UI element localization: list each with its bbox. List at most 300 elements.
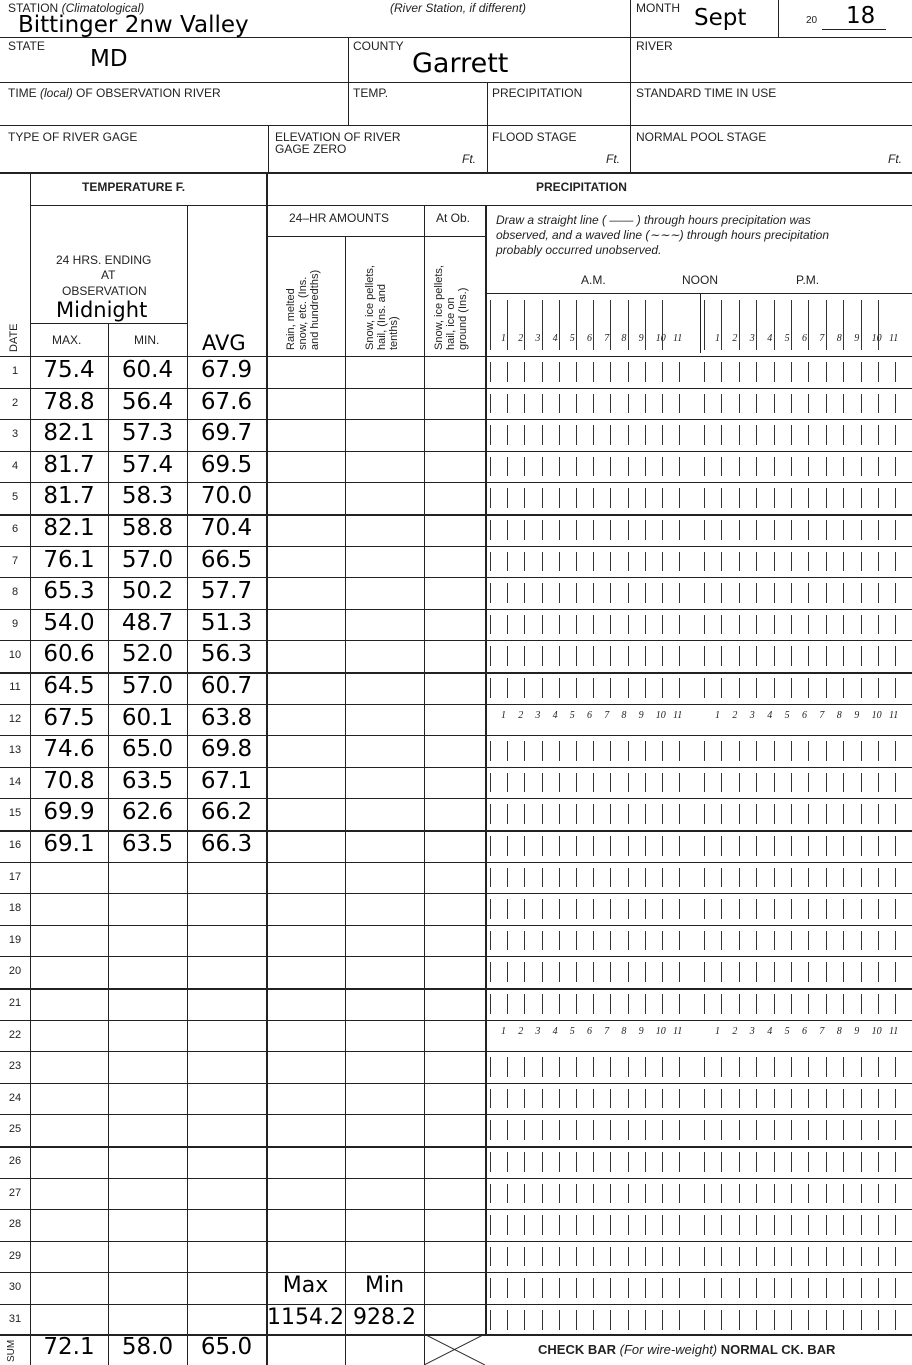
hour-tick — [507, 1310, 508, 1330]
hour-tick — [559, 741, 560, 761]
noon-divider — [700, 293, 701, 353]
hour-tick — [542, 773, 543, 793]
hour-tick — [628, 394, 629, 414]
hour-tick — [576, 899, 577, 919]
elevation-label: ELEVATION OF RIVER GAGE ZERO — [275, 130, 401, 156]
hour-tick — [878, 1152, 879, 1172]
hour-tick — [542, 1120, 543, 1140]
hour-number: 4 — [767, 1025, 773, 1037]
hour-tick — [791, 1089, 792, 1109]
hour-tick — [739, 394, 740, 414]
hour-tick — [895, 1215, 896, 1235]
hour-number: 3 — [749, 709, 755, 721]
hour-tick — [826, 520, 827, 540]
hour-tick — [791, 678, 792, 698]
hour-tick — [739, 962, 740, 982]
hour-tick — [662, 488, 663, 508]
hour-tick — [576, 646, 577, 666]
hour-tick — [791, 1057, 792, 1077]
hour-tick — [559, 994, 560, 1014]
hour-tick — [490, 362, 491, 382]
hour-tick — [895, 552, 896, 572]
check-bar-label: CHECK BAR (For wire-weight) NORMAL CK. BAR — [538, 1342, 836, 1357]
hour-tick — [774, 899, 775, 919]
hour-tick — [895, 1152, 896, 1172]
max-temp-cell: 64.5 — [43, 673, 95, 699]
max-temp-cell: 67.5 — [43, 704, 95, 731]
observation-time-value: Midnight — [56, 298, 148, 322]
hour-tick — [756, 394, 757, 414]
hour-tick — [679, 678, 680, 698]
hour-tick — [662, 1089, 663, 1109]
hour-tick — [542, 520, 543, 540]
hour-number: 3 — [535, 709, 541, 721]
hour-tick — [826, 552, 827, 572]
hour-tick — [490, 300, 491, 350]
hour-tick — [490, 583, 491, 603]
hour-tick — [791, 457, 792, 477]
hour-tick — [490, 994, 491, 1014]
hour-tick — [756, 678, 757, 698]
hour-tick — [756, 646, 757, 666]
hour-tick — [628, 804, 629, 824]
hour-tick — [507, 425, 508, 445]
hour-tick — [704, 1120, 705, 1140]
hour-tick — [593, 741, 594, 761]
hour-tick — [559, 678, 560, 698]
hour-tick — [628, 615, 629, 635]
hour-tick — [593, 773, 594, 793]
hour-tick — [704, 868, 705, 888]
hour-tick — [576, 1247, 577, 1267]
hour-tick — [645, 1057, 646, 1077]
hour-tick — [826, 836, 827, 856]
hour-tick — [645, 962, 646, 982]
hour-tick — [861, 362, 862, 382]
hour-tick — [645, 646, 646, 666]
hour-tick — [878, 300, 879, 350]
hour-tick — [895, 1310, 896, 1330]
hour-tick — [645, 615, 646, 635]
min-temp-cell: 56.4 — [121, 388, 174, 415]
max-temp-cell: 82.1 — [43, 420, 95, 447]
hour-number: 10 — [655, 709, 666, 721]
avg-temp-cell: 66.3 — [200, 831, 253, 857]
hour-tick — [507, 1247, 508, 1267]
hour-tick — [756, 1152, 757, 1172]
hour-tick — [542, 1215, 543, 1235]
hour-tick — [826, 773, 827, 793]
hour-tick — [861, 457, 862, 477]
hour-tick — [662, 552, 663, 572]
row-rule — [0, 1020, 912, 1021]
hour-tick — [576, 836, 577, 856]
hour-tick — [559, 1089, 560, 1109]
avg-label: AVG — [202, 331, 246, 355]
hour-tick — [808, 1152, 809, 1172]
max-temp-cell: 69.9 — [43, 799, 95, 826]
hour-tick — [861, 646, 862, 666]
hour-tick — [593, 868, 594, 888]
hour-tick — [808, 457, 809, 477]
min-temp-cell: 62.6 — [121, 799, 174, 826]
avg-temp-cell: 66.2 — [200, 799, 253, 826]
hour-tick — [576, 457, 577, 477]
time-obs-label: TIME (local) OF OBSERVATION RIVER — [8, 86, 221, 100]
hour-tick — [861, 741, 862, 761]
hour-tick — [507, 615, 508, 635]
hour-tick — [662, 615, 663, 635]
hour-tick — [490, 646, 491, 666]
sum-max: 72.1 — [43, 1334, 95, 1360]
hour-tick — [739, 362, 740, 382]
hour-tick — [559, 425, 560, 445]
hour-tick — [542, 804, 543, 824]
min-label: MIN. — [134, 333, 160, 347]
row-rule — [0, 956, 912, 957]
hour-tick — [704, 1247, 705, 1267]
date-label: DATE — [8, 323, 20, 352]
amounts-24hr-label: 24–HR AMOUNTS — [289, 211, 390, 225]
hour-number: 8 — [836, 333, 842, 344]
hour-tick — [774, 868, 775, 888]
hour-tick — [662, 520, 663, 540]
hour-tick — [593, 520, 594, 540]
normal-pool-ft: Ft. — [888, 152, 902, 166]
hour-tick — [559, 457, 560, 477]
hour-tick — [756, 488, 757, 508]
hour-tick — [593, 994, 594, 1014]
hour-tick — [808, 394, 809, 414]
hour-tick — [895, 488, 896, 508]
hour-tick — [721, 520, 722, 540]
hour-tick — [542, 1152, 543, 1172]
date-number: 16 — [8, 839, 22, 851]
hour-tick — [808, 1057, 809, 1077]
sum-label: SUM — [6, 1339, 17, 1362]
hour-tick — [542, 1247, 543, 1267]
hour-tick — [490, 1247, 491, 1267]
hour-number: 10 — [655, 1025, 666, 1037]
hour-tick — [576, 615, 577, 635]
temp-label: TEMP. — [353, 86, 389, 100]
hour-tick — [756, 1278, 757, 1298]
hour-tick — [878, 1089, 879, 1109]
hour-tick — [576, 868, 577, 888]
hour-tick — [843, 1310, 844, 1330]
row-rule — [0, 1241, 912, 1242]
hour-tick — [861, 615, 862, 635]
hour-tick — [878, 394, 879, 414]
hour-number: 11 — [889, 1025, 899, 1037]
max-temp-cell: 81.7 — [43, 483, 95, 510]
hour-tick — [791, 583, 792, 603]
hour-tick — [808, 646, 809, 666]
hour-tick — [542, 1184, 543, 1204]
hour-tick — [878, 488, 879, 508]
hour-tick — [826, 1057, 827, 1077]
hour-tick — [593, 899, 594, 919]
hour-tick — [895, 931, 896, 951]
avg-temp-cell: 67.6 — [200, 388, 253, 415]
hour-tick — [878, 994, 879, 1014]
hour-tick — [559, 1120, 560, 1140]
hour-tick — [756, 741, 757, 761]
hour-tick — [593, 425, 594, 445]
hour-tick — [559, 1152, 560, 1172]
hour-tick — [861, 583, 862, 603]
row-rule — [0, 862, 912, 863]
hour-tick — [704, 425, 705, 445]
hour-tick — [610, 773, 611, 793]
hour-tick — [542, 836, 543, 856]
max-temp-cell: 76.1 — [43, 546, 95, 573]
hour-tick — [878, 931, 879, 951]
hour-tick — [739, 1057, 740, 1077]
hour-tick — [679, 520, 680, 540]
hour-tick — [542, 868, 543, 888]
row-rule — [0, 1146, 912, 1148]
hour-tick — [808, 773, 809, 793]
hour-tick — [559, 1184, 560, 1204]
hour-tick — [490, 804, 491, 824]
hour-tick — [559, 899, 560, 919]
hour-tick — [791, 962, 792, 982]
hour-tick — [507, 1184, 508, 1204]
sum-avg: 65.0 — [200, 1334, 253, 1360]
hour-tick — [843, 1247, 844, 1267]
hour-tick — [774, 741, 775, 761]
hour-tick — [826, 931, 827, 951]
avg-temp-cell: 69.5 — [200, 451, 253, 478]
hour-tick — [721, 1215, 722, 1235]
hour-tick — [826, 868, 827, 888]
flood-stage-label: FLOOD STAGE — [492, 130, 577, 144]
hour-tick — [843, 804, 844, 824]
hour-tick — [826, 615, 827, 635]
hour-tick — [843, 994, 844, 1014]
hour-tick — [628, 488, 629, 508]
hour-tick — [490, 1057, 491, 1077]
hour-tick — [524, 931, 525, 951]
hour-tick — [645, 1152, 646, 1172]
hour-tick — [756, 994, 757, 1014]
hour-tick — [645, 678, 646, 698]
hour-tick — [559, 300, 560, 350]
hour-tick — [610, 1278, 611, 1298]
hour-tick — [774, 1215, 775, 1235]
hour-tick — [704, 1057, 705, 1077]
hour-tick — [645, 394, 646, 414]
hour-tick — [593, 962, 594, 982]
hour-tick — [843, 300, 844, 350]
min-temp-cell: 50.2 — [121, 578, 174, 605]
hour-number: 8 — [621, 1025, 627, 1037]
hour-tick — [576, 804, 577, 824]
avg-temp-cell: 57.7 — [200, 578, 253, 605]
hour-tick — [490, 773, 491, 793]
hour-tick — [826, 362, 827, 382]
hour-tick — [739, 425, 740, 445]
hour-tick — [791, 1184, 792, 1204]
hour-tick — [791, 425, 792, 445]
hour-tick — [861, 1152, 862, 1172]
date-number: 31 — [8, 1313, 22, 1325]
hour-tick — [507, 1278, 508, 1298]
min-temp-cell: 57.0 — [121, 546, 174, 573]
hour-tick — [679, 1184, 680, 1204]
hour-tick — [861, 1089, 862, 1109]
hour-tick — [861, 1215, 862, 1235]
hour-tick — [628, 1120, 629, 1140]
hour-tick — [645, 300, 646, 350]
hour-tick — [895, 1120, 896, 1140]
hour-tick — [610, 1152, 611, 1172]
date-number: 26 — [8, 1155, 22, 1167]
hour-tick — [791, 1152, 792, 1172]
hour-tick — [826, 1152, 827, 1172]
date-number: 21 — [8, 997, 22, 1009]
hour-tick — [662, 678, 663, 698]
hour-tick — [843, 425, 844, 445]
hour-tick — [559, 552, 560, 572]
hour-tick — [576, 1152, 577, 1172]
at-ob-label: At Ob. — [436, 211, 471, 225]
hour-tick — [593, 583, 594, 603]
hour-tick — [576, 1089, 577, 1109]
hour-tick — [662, 1057, 663, 1077]
hour-tick — [878, 1120, 879, 1140]
hour-number: 9 — [854, 709, 860, 721]
hour-tick — [593, 1089, 594, 1109]
hour-tick — [756, 1184, 757, 1204]
hour-tick — [576, 300, 577, 350]
hour-tick — [704, 583, 705, 603]
hour-tick — [662, 1278, 663, 1298]
hour-tick — [645, 1278, 646, 1298]
date-number: 10 — [8, 649, 22, 662]
hour-tick — [704, 488, 705, 508]
date-number: 5 — [11, 491, 19, 504]
hour-tick — [507, 1215, 508, 1235]
hour-tick — [791, 804, 792, 824]
row-rule — [0, 925, 912, 926]
hour-number: 3 — [749, 1025, 755, 1037]
hour-tick — [559, 1057, 560, 1077]
hour-tick — [808, 962, 809, 982]
hour-tick — [895, 583, 896, 603]
hour-tick — [739, 1278, 740, 1298]
hour-tick — [756, 1310, 757, 1330]
hour-tick — [662, 425, 663, 445]
hour-tick — [843, 520, 844, 540]
hour-tick — [808, 1089, 809, 1109]
hour-tick — [593, 394, 594, 414]
hour-tick — [861, 931, 862, 951]
hour-tick — [610, 425, 611, 445]
hour-tick — [645, 1215, 646, 1235]
hour-tick — [861, 868, 862, 888]
hour-tick — [490, 836, 491, 856]
hour-number: 5 — [569, 333, 575, 344]
hour-tick — [524, 300, 525, 350]
hour-tick — [878, 362, 879, 382]
hour-number: 4 — [552, 709, 558, 721]
hour-tick — [808, 1247, 809, 1267]
hour-tick — [593, 646, 594, 666]
hour-tick — [628, 520, 629, 540]
hour-tick — [861, 899, 862, 919]
max-temp-cell: 65.3 — [43, 578, 95, 605]
hour-tick — [593, 1310, 594, 1330]
hour-tick — [895, 1184, 896, 1204]
hour-number: 7 — [819, 333, 825, 344]
hour-number: 11 — [673, 1025, 683, 1037]
hour-tick — [843, 899, 844, 919]
hour-tick — [843, 678, 844, 698]
hour-tick — [524, 741, 525, 761]
hour-tick — [645, 1120, 646, 1140]
hour-tick — [679, 394, 680, 414]
hour-tick — [524, 457, 525, 477]
hour-tick — [507, 962, 508, 982]
hour-tick — [679, 646, 680, 666]
hour-tick — [791, 931, 792, 951]
hour-number: 1 — [501, 1025, 506, 1037]
hour-tick — [843, 868, 844, 888]
hour-tick — [721, 552, 722, 572]
hour-tick — [774, 583, 775, 603]
hour-tick — [490, 615, 491, 635]
hour-tick — [826, 457, 827, 477]
hour-tick — [808, 836, 809, 856]
hour-tick — [704, 1184, 705, 1204]
hour-tick — [791, 994, 792, 1014]
hour-tick — [739, 773, 740, 793]
hour-tick — [721, 394, 722, 414]
row-rule — [0, 1272, 912, 1273]
hour-tick — [721, 931, 722, 951]
hour-tick — [524, 394, 525, 414]
hour-number: 6 — [802, 709, 807, 721]
hour-tick — [490, 552, 491, 572]
hour-tick — [704, 741, 705, 761]
hour-tick — [721, 994, 722, 1014]
hrs-ending-3: OBSERVATION — [62, 284, 147, 298]
hour-tick — [507, 868, 508, 888]
hour-tick — [756, 1057, 757, 1077]
hour-tick — [895, 804, 896, 824]
hour-tick — [861, 804, 862, 824]
hour-tick — [576, 362, 577, 382]
hour-tick — [490, 962, 491, 982]
hour-number: 11 — [673, 333, 683, 344]
hour-tick — [524, 1215, 525, 1235]
hour-tick — [524, 583, 525, 603]
hour-tick — [878, 552, 879, 572]
hour-tick — [704, 931, 705, 951]
hour-tick — [756, 300, 757, 350]
hour-tick — [895, 362, 896, 382]
hour-tick — [559, 931, 560, 951]
hour-tick — [628, 1310, 629, 1330]
hour-tick — [791, 773, 792, 793]
extra-max-label: Max — [282, 1273, 329, 1299]
hour-tick — [861, 394, 862, 414]
hour-tick — [826, 1120, 827, 1140]
hour-tick — [826, 583, 827, 603]
hour-tick — [826, 1184, 827, 1204]
